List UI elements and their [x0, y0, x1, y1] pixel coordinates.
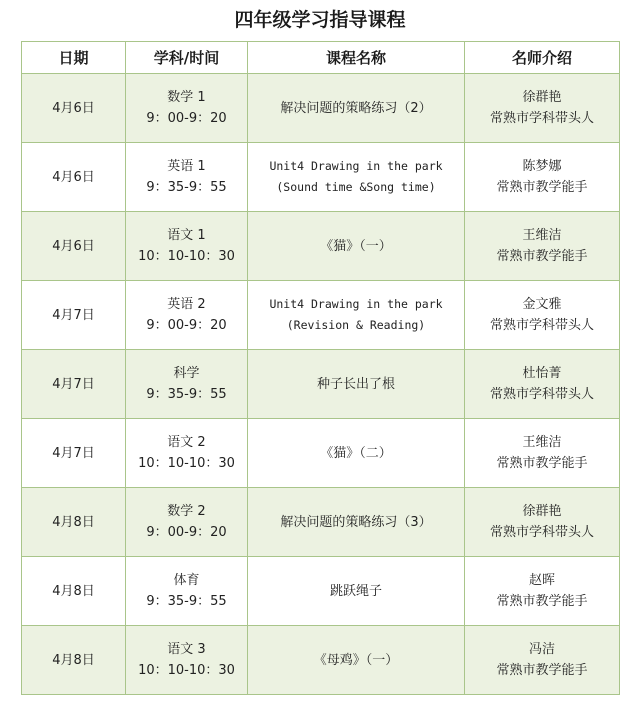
teacher-title: 常熟市教学能手 [496, 180, 588, 195]
teacher-name: 徐群艳 [522, 504, 562, 519]
time-text: 9：35-9：55 [146, 180, 227, 195]
cell-date [22, 626, 126, 695]
time-text: 10：10-10：30 [138, 456, 235, 471]
table-row [22, 419, 620, 488]
cell-teacher [465, 626, 620, 695]
cell-course [248, 557, 465, 626]
cell-course [248, 626, 465, 695]
cell-subject-time [126, 350, 248, 419]
subject-text: 数学 2 [167, 504, 206, 519]
cell-subject-time [126, 626, 248, 695]
course-text: (Revision & Reading) [286, 318, 426, 332]
table-row [22, 626, 620, 695]
date-text: 4月7日 [52, 307, 95, 323]
cell-date [22, 74, 126, 143]
cell-course [248, 212, 465, 281]
cell-teacher [465, 557, 620, 626]
teacher-title: 常熟市学科带头人 [489, 525, 594, 540]
cell-course [248, 74, 465, 143]
date-text: 4月7日 [52, 445, 95, 461]
cell-course [248, 488, 465, 557]
teacher-title: 常熟市教学能手 [496, 594, 588, 609]
course-text: 《猫》（二） [320, 445, 392, 461]
time-text: 9：35-9：55 [146, 387, 227, 402]
teacher-name: 杜怡菁 [522, 366, 562, 381]
course-text: 种子长出了根 [316, 376, 395, 392]
header-row [22, 42, 620, 74]
date-text: 4月7日 [52, 376, 95, 392]
date-text: 4月6日 [52, 169, 95, 185]
table-row [22, 350, 620, 419]
course-text: 解决问题的策略练习（3） [280, 514, 432, 530]
table-row [22, 281, 620, 350]
cell-date [22, 212, 126, 281]
page-title: 四年级学习指导课程 [234, 9, 406, 31]
teacher-name: 冯洁 [528, 642, 555, 657]
cell-date [22, 281, 126, 350]
cell-date [22, 488, 126, 557]
teacher-name: 徐群艳 [522, 90, 562, 105]
cell-date [22, 419, 126, 488]
subject-text: 语文 1 [167, 228, 206, 243]
header-subject-time: 学科/时间 [126, 42, 248, 74]
header-date: 日期 [22, 42, 126, 74]
header-teacher: 名师介绍 [465, 42, 620, 74]
teacher-title: 常熟市学科带头人 [489, 387, 594, 402]
date-text: 4月8日 [52, 652, 95, 668]
subject-text: 语文 2 [167, 435, 206, 450]
cell-teacher [465, 74, 620, 143]
cell-teacher [465, 419, 620, 488]
cell-date [22, 557, 126, 626]
table-row [22, 212, 620, 281]
cell-teacher [465, 281, 620, 350]
cell-teacher [465, 488, 620, 557]
cell-subject-time [126, 74, 248, 143]
date-text: 4月8日 [52, 514, 95, 530]
cell-subject-time [126, 143, 248, 212]
cell-subject-time [126, 281, 248, 350]
course-text: (Sound time &Song time) [276, 180, 436, 194]
schedule-table [21, 41, 620, 695]
teacher-name: 陈梦娜 [522, 159, 562, 174]
time-text: 9：00-9：20 [146, 111, 227, 126]
date-text: 4月8日 [52, 583, 95, 599]
teacher-title: 常熟市学科带头人 [489, 318, 594, 333]
cell-date [22, 143, 126, 212]
teacher-name: 王维洁 [522, 435, 562, 450]
cell-date [22, 350, 126, 419]
cell-teacher [465, 212, 620, 281]
time-text: 10：10-10：30 [138, 249, 235, 264]
cell-course [248, 281, 465, 350]
subject-text: 语文 3 [167, 642, 206, 657]
table-row [22, 488, 620, 557]
teacher-name: 王维洁 [522, 228, 562, 243]
course-text: Unit4 Drawing in the park [269, 159, 443, 173]
table-row [22, 143, 620, 212]
cell-course [248, 350, 465, 419]
course-text: 《母鸡》（一） [313, 652, 399, 668]
cell-course [248, 419, 465, 488]
header-course: 课程名称 [248, 42, 465, 74]
table-row [22, 557, 620, 626]
table-row [22, 74, 620, 143]
time-text: 10：10-10：30 [138, 663, 235, 678]
cell-subject-time [126, 557, 248, 626]
course-text: 《猫》（一） [320, 238, 392, 254]
time-text: 9：00-9：20 [146, 318, 227, 333]
teacher-title: 常熟市教学能手 [496, 456, 588, 471]
teacher-title: 常熟市教学能手 [496, 663, 588, 678]
course-text: Unit4 Drawing in the park [269, 297, 443, 311]
course-text: 解决问题的策略练习（2） [280, 100, 432, 116]
date-text: 4月6日 [52, 238, 95, 254]
time-text: 9：35-9：55 [146, 594, 227, 609]
subject-text: 体育 [173, 573, 200, 588]
subject-text: 数学 1 [167, 90, 206, 105]
cell-subject-time [126, 419, 248, 488]
subject-text: 科学 [173, 366, 200, 381]
teacher-title: 常熟市教学能手 [496, 249, 588, 264]
course-text: 跳跃绳子 [329, 583, 382, 599]
teacher-name: 赵晖 [528, 573, 555, 588]
subject-text: 英语 2 [167, 297, 206, 312]
teacher-name: 金文雅 [522, 297, 562, 312]
cell-subject-time [126, 212, 248, 281]
cell-course [248, 143, 465, 212]
subject-text: 英语 1 [167, 159, 206, 174]
cell-teacher [465, 350, 620, 419]
cell-teacher [465, 143, 620, 212]
teacher-title: 常熟市学科带头人 [489, 111, 594, 126]
date-text: 4月6日 [52, 100, 95, 116]
time-text: 9：00-9：20 [146, 525, 227, 540]
cell-subject-time [126, 488, 248, 557]
